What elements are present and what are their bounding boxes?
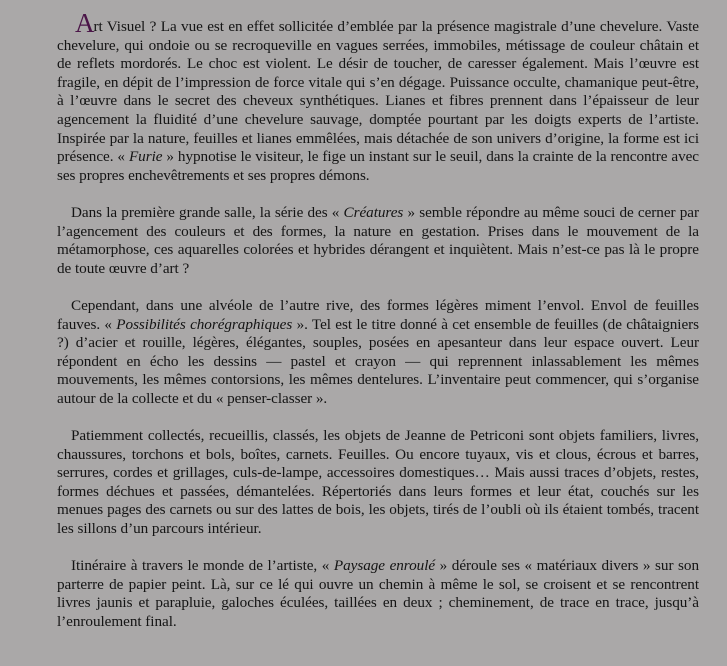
artwork-title-possibilites: Possibilités chorégraphiques: [116, 315, 293, 333]
paragraph-3: [57, 297, 699, 409]
article-body: [57, 8, 700, 650]
drop-cap-letter: A: [75, 8, 95, 38]
paragraph-5-text: Itinéraire à travers le monde de l’artiste, «: [71, 557, 334, 575]
artwork-title-creatures: Créatures: [343, 203, 404, 221]
paragraph-4: [57, 427, 699, 539]
paragraph-2: [57, 204, 699, 278]
artwork-title-furie: Furie: [128, 148, 163, 166]
paragraph-1-text-end: » hypnotise le visiteur, le fige un instant sur le seuil, dans la crainte de la rencontre avec ses propres enchevêtrements et ses propres démons.: [57, 148, 699, 184]
paragraph-5: [57, 557, 699, 631]
paragraph-1-text: rt Visuel ? La vue est en effet sollicitée d’emblée par la présence magistrale d’une chevelure. Vaste chevelure, qui ondoie ou se recroqueville en vagues serrées, immobiles, métissage de couleur châtain et de reflets mordorés. Le choc est violent. Le désir de toucher, de caresser également. Mais l’œuvre est fragile, en dépit de l’impression de force vitale qui s’en dégage. Puissance occulte, chamanique peut-être, à l’œuvre dans le secret des cheveux synthétiques. Lianes et fibres prennent dans l’épaisseur de leur agencement la fluidité d’une chevelure sauvage, domptée pourtant par les doigts experts de l’artiste. Inspirée par la nature, feuilles et lianes emmêlées, mais détachée de son univers d’origine, la forme est ici présence. «: [57, 18, 699, 166]
paragraph-2-text-end: » semble répondre au même souci de cerner par l’agencement des couleurs et des formes, la nature en gestation. Prises dans le mouvement de la métamorphose, ces aquarelles colorées et hybrides dérangent et inquiètent. Mais n’est-ce pas là le propre de toute œuvre d’art ?: [57, 203, 699, 277]
paragraph-4-text: Patiemment collectés, recueillis, classés, les objets de Jeanne de Petriconi sont objets familiers, livres, chaussures, torchons et bols, boîtes, carnets. Feuilles. Ou encore tuyaux, vis et clous, écrous et barres, serrures, cordes et grillages, culs-de-lampe, accessoires domestiques… Mais aussi traces d’objets, restes, formes déchues et passées, démantelées. Répertoriés dans leurs formes et leur état, couchés sur les menues pages des carnets ou sur des lattes de bois, les objets, tirés de l’oubli où ils étaient tombés, tracent les sillons d’un parcours intérieur.: [57, 427, 699, 538]
paragraph-3-text-end: ». Tel est le titre donné à cet ensemble de feuilles (de châtaigniers ?) d’acier et rouille, légères, élégantes, souples, posées en apesanteur dans leur espace ouvert. Leur répondent en écho les dessins — pastel et crayon — qui reprennent inlassablement les mêmes mouvements, les mêmes contorsions, les mêmes dentelures. L’inventaire peut commencer, qui s’organise autour de la collecte et du « penser-classer ».: [57, 315, 700, 407]
paragraph-1: [57, 8, 699, 185]
paragraph-2-text: Dans la première grande salle, la série des «: [71, 203, 344, 221]
artwork-title-paysage: Paysage enroulé: [333, 557, 436, 575]
paragraph-5-text-end: » déroule ses « matériaux divers » sur son parterre de papier peint. Là, sur ce lé qui ouvre un chemin à même le sol, se croisent et se rencontrent livres jaunis et parapluie, galoches éculées, taillées en deux ; cheminement, de trace en trace, jusqu’à l’enroulement final.: [57, 557, 699, 630]
paragraph-3-text: Cependant, dans une alvéole de l’autre rive, des formes légères miment l’envol. Envol de feuilles fauves. «: [57, 296, 699, 333]
